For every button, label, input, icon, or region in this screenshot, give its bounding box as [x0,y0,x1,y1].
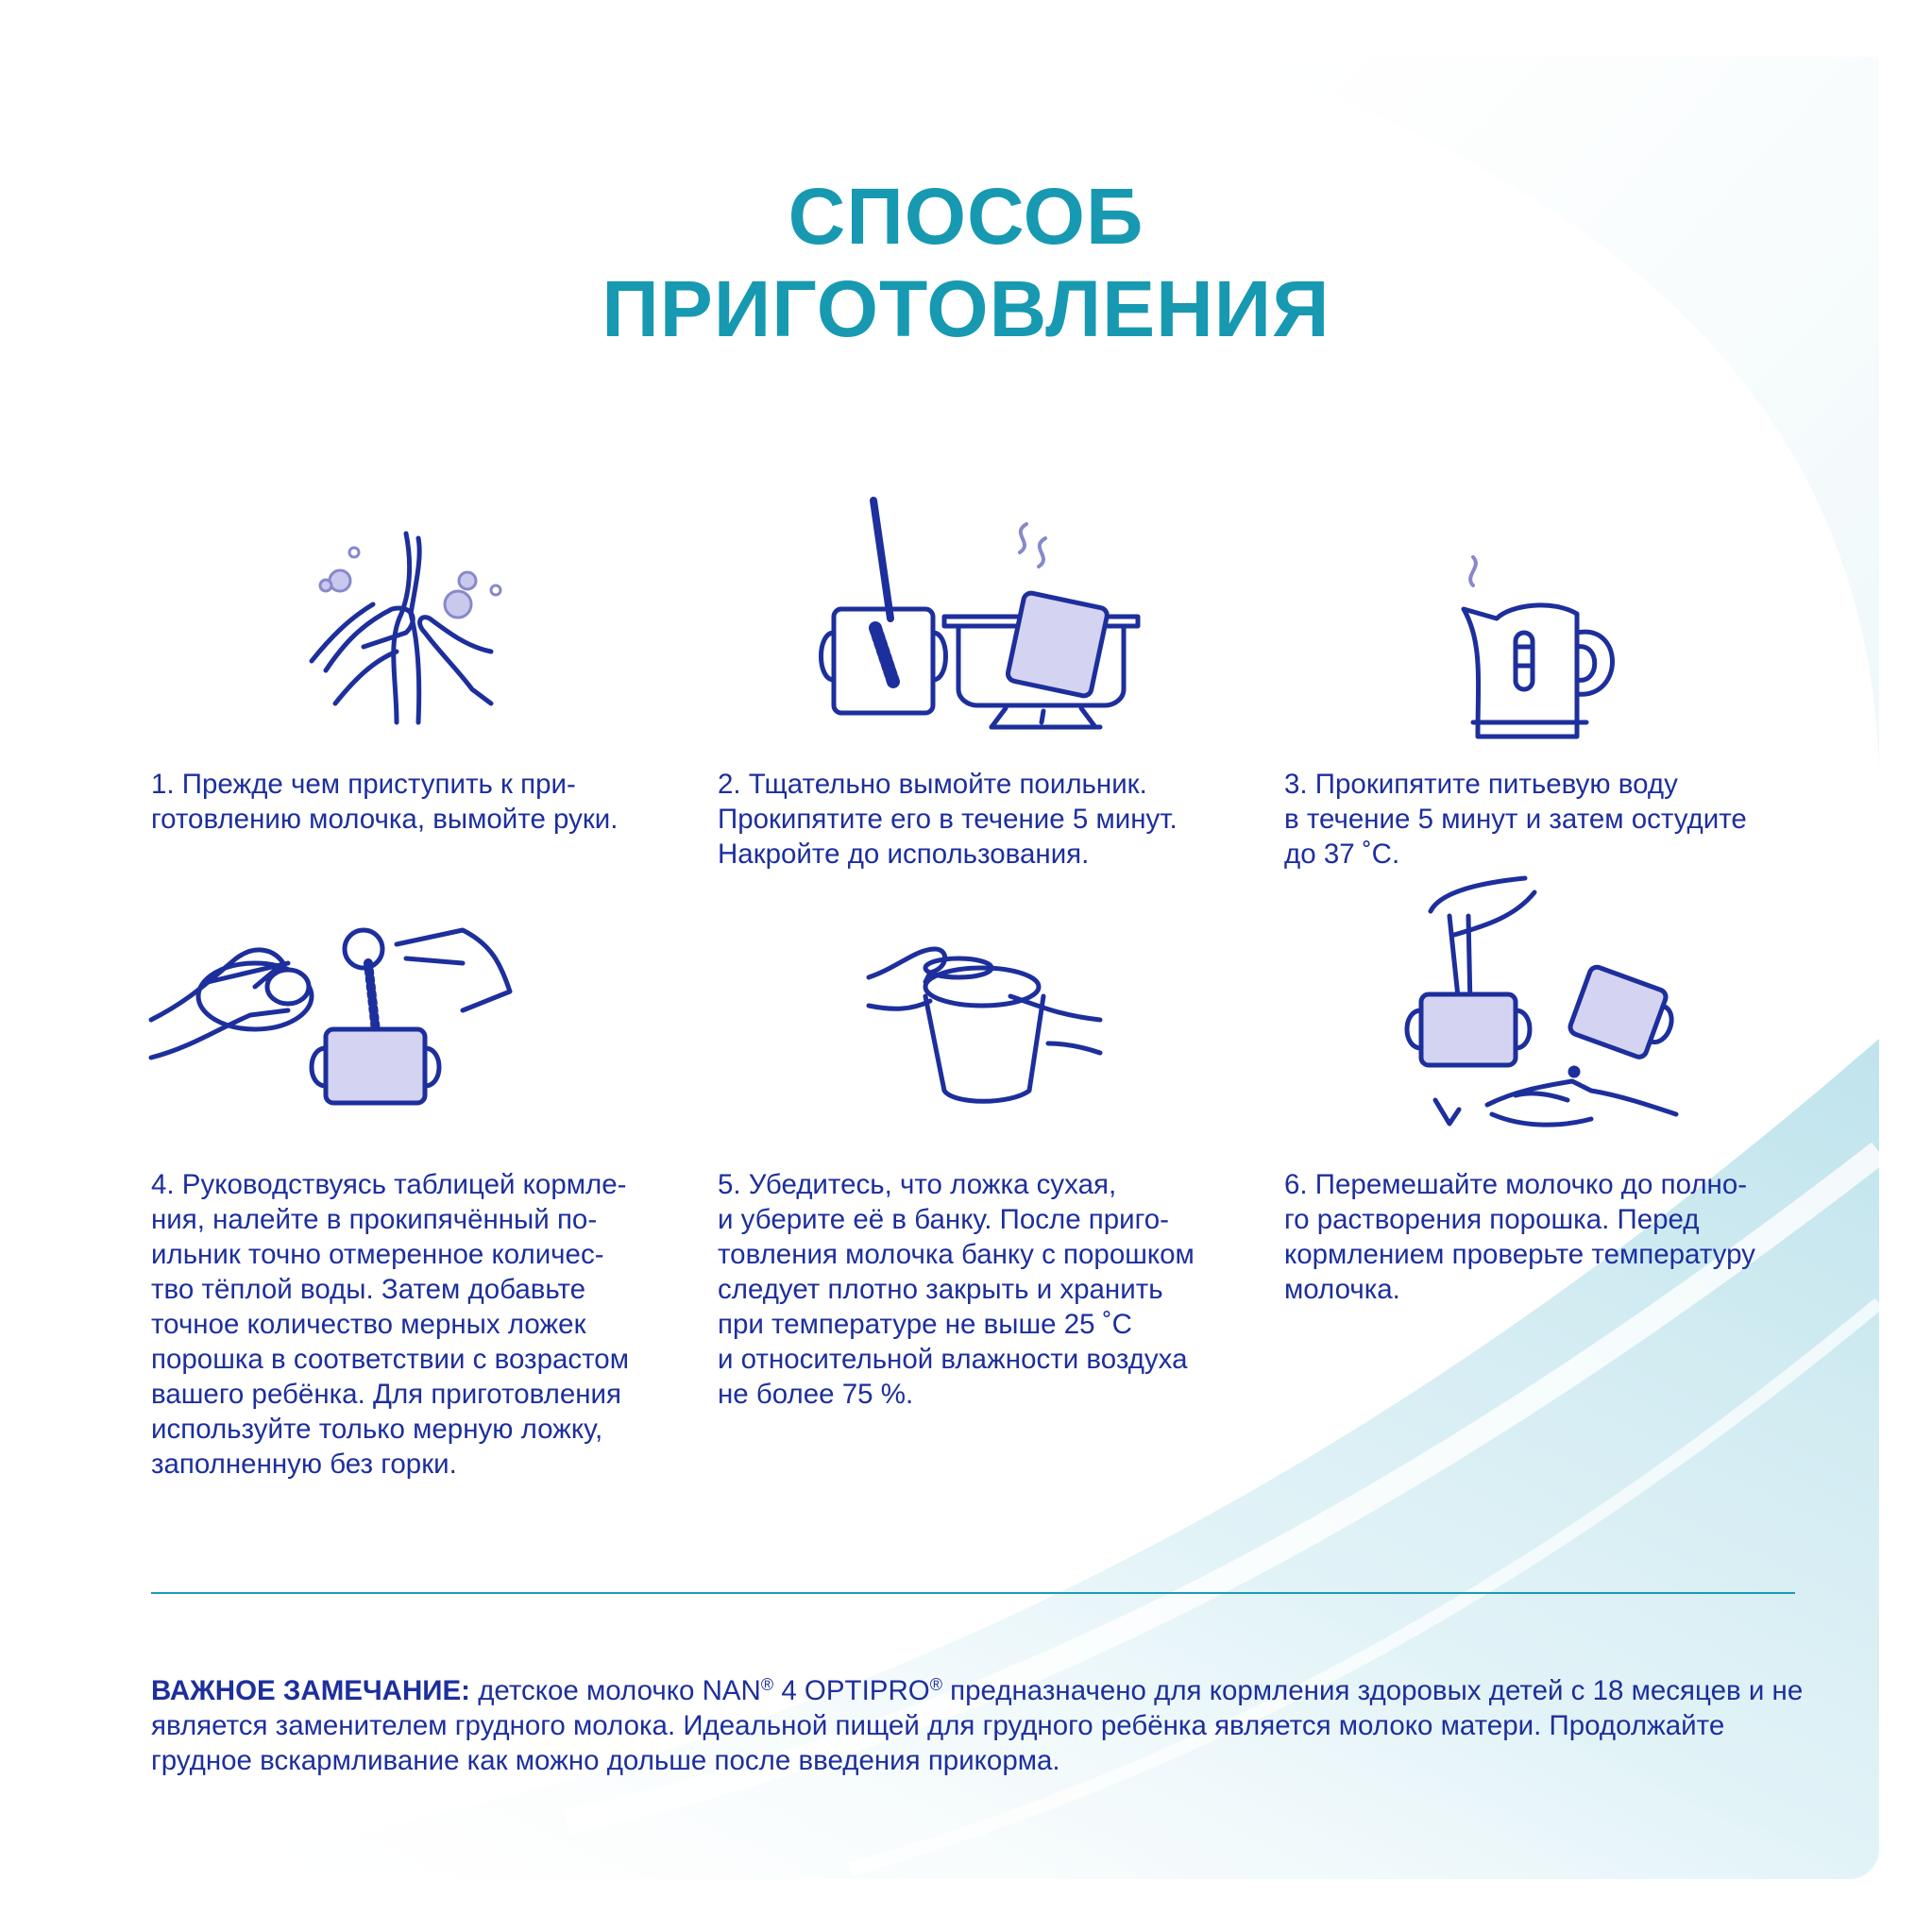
step-3-text: 3. Прокипятите питьевую воду в течение 5 минут и затем остудите до 37 ˚C. [1284,769,1747,870]
step-5-text: 5. Убедитесь, что ложка сухая, и уберите её в банку. После приго- товления молочка банку с порошком следует плотно закрыть и хранить при температуре не выше 25 ˚C и относительной влажности воздуха не более 75 %. [718,1169,1195,1410]
close-can-icon [869,940,1100,1105]
registered-mark-2: ® [929,1675,942,1694]
note-part-2: 4 OPTIPRO [773,1675,930,1706]
stir-and-test-icon [1402,873,1686,1128]
kettle-icon [1459,548,1624,737]
important-note [151,1673,1813,1778]
note-part-3: предназначено для кормления здоровых детей с 18 месяцев и не является заменителем грудного молока. Идеальной пищей для грудного ребёнка является молоко матери. Продолжайте грудное вскармливание как можно дольше после введения прикорма. [151,1675,1804,1776]
step-1-text: 1. Прежде чем приступить к при- готовлению молочка, вымойте руки. [151,769,619,835]
bottle-sterilize-icon [817,496,1138,722]
hand-washing-icon [307,529,510,727]
measure-powder-icon [151,907,510,1105]
page-title [0,170,1932,355]
step-2-text: 2. Тщательно вымойте поильник. Прокипятите его в течение 5 минут. Накройте до использования. [718,769,1178,870]
note-part-1: детское молочко NAN [470,1675,761,1706]
step-4-text: 4. Руководствуясь таблицей кормле- ния, налейте в прокипячённый по- ильник точно отмеренное количес- тво тёплой воды. Затем добавьте точное количество мерных ложек порошка в соответствии с возрастом вашего ребёнка. Для приготовления используйте только мерную ложку, заполненную без горки. [151,1169,629,1480]
title-line-1: СПОСОБ [788,172,1144,261]
note-label: ВАЖНОЕ ЗАМЕЧАНИЕ: [151,1675,470,1706]
divider-line [151,1592,1795,1594]
title-line-2: ПРИГОТОВЛЕНИЯ [602,264,1330,353]
registered-mark-1: ® [760,1675,774,1694]
step-6-text: 6. Перемешайте молочко до полно- го растворения порошка. Перед кормлением проверьте температуру молочка. [1284,1169,1755,1305]
